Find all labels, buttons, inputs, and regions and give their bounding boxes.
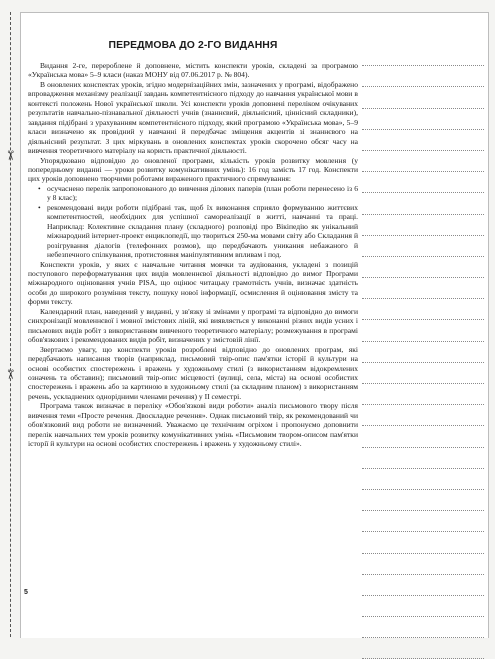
paragraph-program: Програма також визначає в переліку «Обов'язкові види роботи» аналіз письмового твору після вивчення теми «Просте речення. Двоскладне речення». Однак письмовий твір, як рекомендований чи обов'язковий вид роботи не визначений. Уважаємо це технічним огріхом і пропонуємо доповнити перелік навчальних тем уроків розвитку комунікативних умінь «Письмовим твором-описом пам'ятки історії й культури на основі особистих спостережень і вражень у художньому стилі». xyxy=(28,401,358,449)
paragraph-attention: Звертаємо увагу, що конспекти уроків розроблені відповідно до оновлених програм, які передбачають написання творів (наприклад, письмовий твір-опис пам'ятки історії й культури на основі особистих спостережень і вражень у художньому стилі (з використанням відокремлених означень та обставин); письмовий твір-опис місцевості (вулиці, села, міста) на основі особистих спостережень і вражень або за картиною в художньому стилі (за складним планом) з використанням речень, ускладнених однорідними членами речення) у ІІ семестрі. xyxy=(28,344,358,401)
note-line xyxy=(362,172,484,193)
note-line xyxy=(362,236,484,257)
scissors-icon: ✂ xyxy=(2,150,17,161)
paragraph-edition: Видання 2-ге, перероблене й доповнене, містить конспекти уроків, складені за програмою «Українська мова» 5–9 класи (наказ МОНУ від 07.06.2017 р. № 804). xyxy=(28,61,358,80)
note-line xyxy=(362,363,484,384)
note-line xyxy=(362,130,484,151)
note-line xyxy=(362,193,484,214)
note-line xyxy=(362,384,484,405)
note-line xyxy=(362,151,484,172)
note-line xyxy=(362,257,484,278)
note-line xyxy=(362,490,484,511)
main-text-column xyxy=(28,40,358,449)
note-line xyxy=(362,215,484,236)
note-line xyxy=(362,299,484,320)
notes-lines xyxy=(362,45,484,659)
note-line xyxy=(362,511,484,532)
note-line xyxy=(362,45,484,66)
note-line xyxy=(362,448,484,469)
note-line xyxy=(362,532,484,553)
note-line xyxy=(362,405,484,426)
bullet-item: • рекомендовані види роботи підібрані так, щоб їх виконання сприяло формуванню життєвих компетентностей, необхідних для успішної самореалізації в житті, навчанні та праці. Наприклад: Колективне складання плану (складного) розповіді про Вікіпедію як унікальний міжнародний інтернет-проект енциклопедії, що твориться 250-ма мовами світу або Складання й розігрування діалогів (телефонних розмов), що передбачають уникання небажаного й небезпечного спілкування, протистояння маніпулятивним впливам і под. xyxy=(40,203,358,260)
note-line xyxy=(362,596,484,617)
bullet-item: • осучаснено перелік запропонованого до вивчення ділових паперів (план роботи перенесено із 6 у 8 клас); xyxy=(40,184,358,203)
note-line xyxy=(362,342,484,363)
note-line xyxy=(362,87,484,108)
note-line xyxy=(362,109,484,130)
note-line xyxy=(362,617,484,638)
note-line xyxy=(362,554,484,575)
note-line xyxy=(362,638,484,659)
paragraph-reading: Конспекти уроків, у яких є навчальне читання мовчки та аудіювання, укладені з позицій поступового переформатування цих видів мовленнєвої діяльності відповідно до вимог Програми міжнародного оцінювання учнів PISA, що оцінює читацьку грамотність учнів, визначає здатність особи до широкого розуміння тексту, пошуку нової інформації, осмислення й оцінювання змісту та форми тексту. xyxy=(28,259,358,307)
note-line xyxy=(362,575,484,596)
paragraph-lessons: Упорядковано відповідно до оновленої програми, кількість уроків розвитку мовлення (у попередньому виданні — уроки розвитку комунікативних умінь): 16 год замість 17 год. Конспекти цих уроків доповнено творчими роботами вираженого практичного спрямування: xyxy=(28,155,358,184)
paragraph-updates: В оновлених конспектах уроків, згідно модернізаційних змін, зазначених у програмі, відображено впровадження механізму реалізації завдань компетентнісного підходу до навчання української мови в контексті положень Нової української школи. Усі конспекти уроків доповнені переліком очікуваних результатів навчально-пізнавальної діяльності учнів (знаннєвий, діяльнісний, ціннісний складники), завдання підібрані з урахуванням компетентнісного підходу, який програмою «Українська мова», 5–9 класи визначено як провідний у навчанні й передбачає зміщення акцентів зі знаннєвого на діяльнісний результат. З цих міркувань в оновлених конспектах уроків скорочено обсяг часу на вивчення теоретичного матеріалу на користь практичної діяльності. xyxy=(28,79,358,156)
note-line xyxy=(362,469,484,490)
scissors-icon: ✂ xyxy=(2,369,17,380)
bullet-list xyxy=(28,184,358,260)
paragraph-calendar: Календарний план, наведений у виданні, у зв'язку зі змінами у програмі та відповідно до вимоги синхронізації мовленнєвої і мовної змістових ліній, які виявляється у виконанні різних видів усних і письмових видів робіт з використанням вивченого теоретичного матеріалу; розмежування в програмі обов'язкових і рекомендованих видів робіт, визначених у змістовій лінії. xyxy=(28,306,358,345)
note-line xyxy=(362,426,484,447)
note-line xyxy=(362,320,484,341)
note-line xyxy=(362,66,484,87)
page-title: ПЕРЕДМОВА ДО 2-ГО ВИДАННЯ xyxy=(108,40,278,51)
page-number: 5 xyxy=(24,589,28,596)
cut-line xyxy=(10,12,11,637)
note-line xyxy=(362,278,484,299)
